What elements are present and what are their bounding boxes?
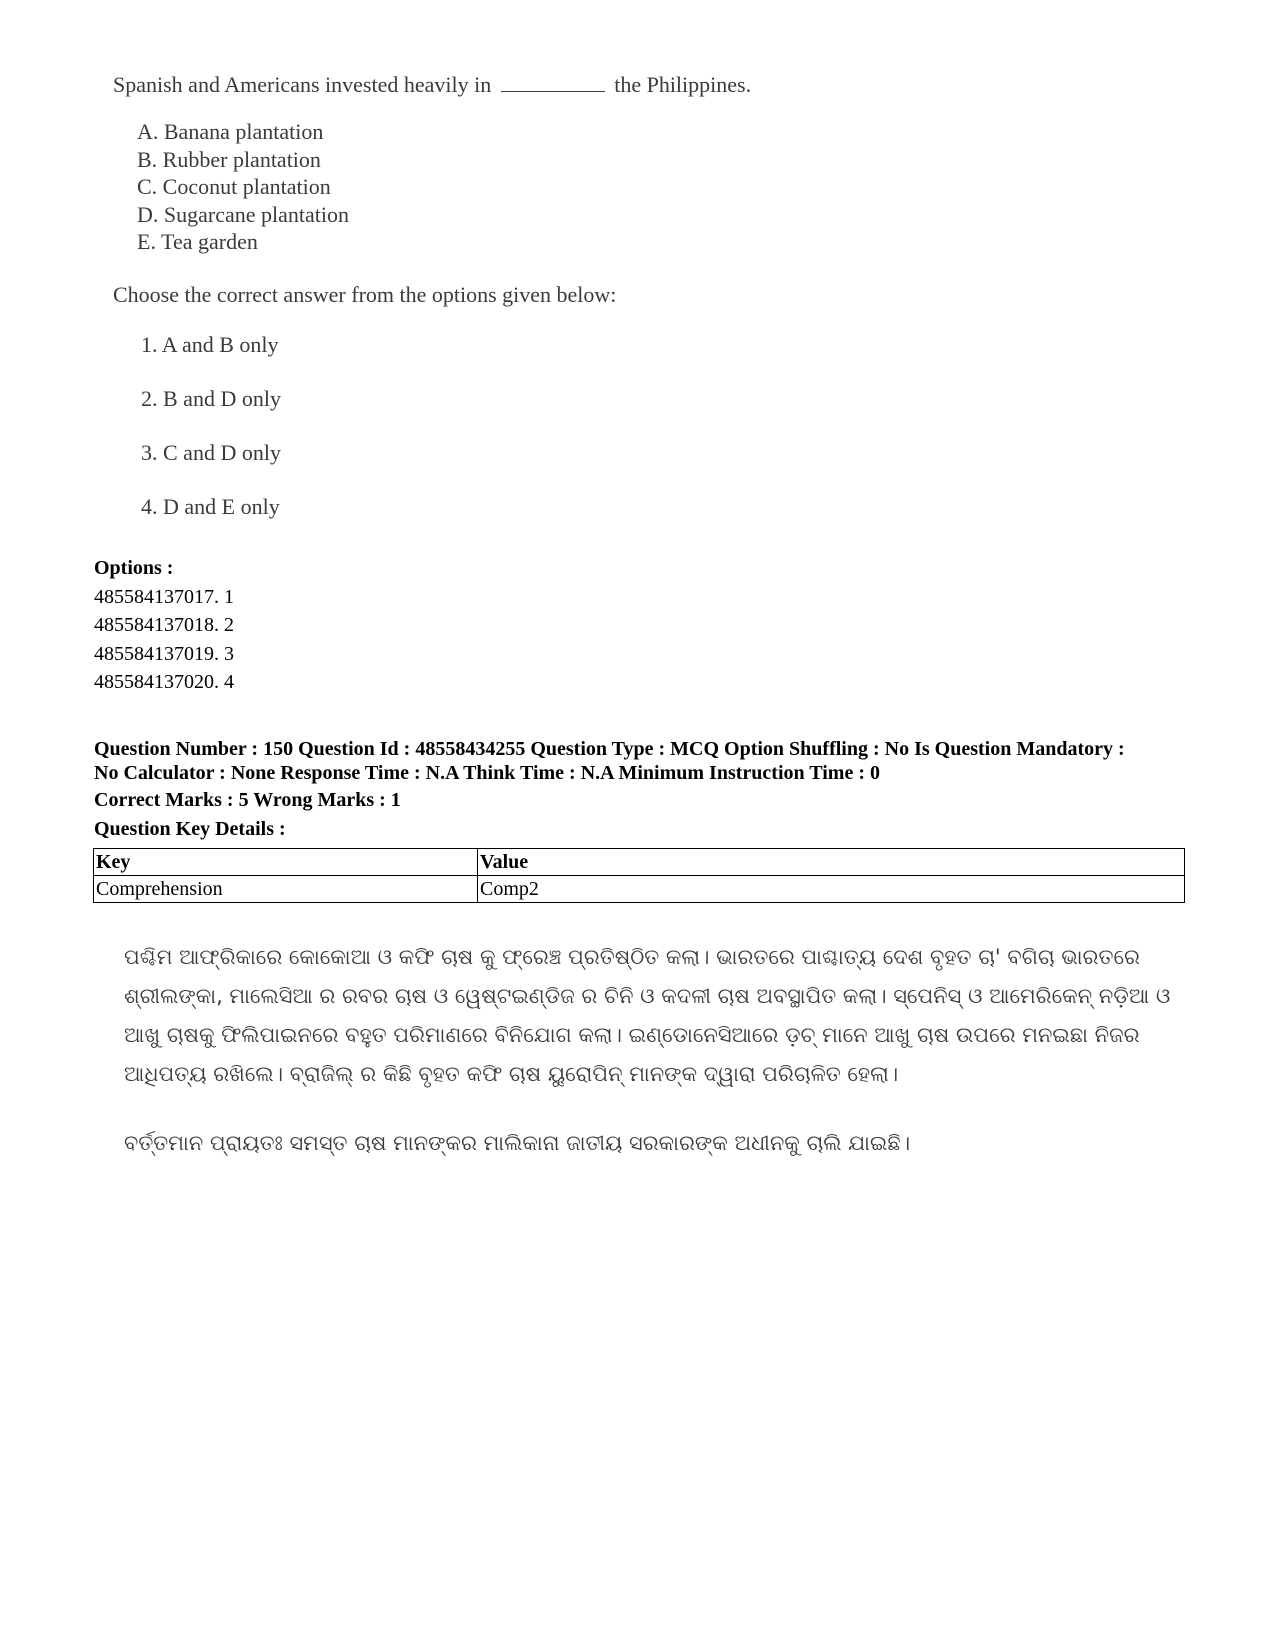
question-stem-start: Spanish and Americans invested heavily in <box>113 72 492 97</box>
table-row <box>94 876 1185 903</box>
question-image <box>113 70 873 548</box>
answer-item: 3. C and D only <box>141 439 281 465</box>
table-header-row <box>94 849 1185 876</box>
fill-in-blank <box>501 71 605 92</box>
header-key: Key <box>94 849 478 876</box>
question-info <box>94 737 1204 785</box>
option-item: 485584137017. 1 <box>94 585 234 608</box>
option-item: 485584137020. 4 <box>94 671 234 693</box>
statement-item: D. Sugarcane plantation <box>137 201 349 227</box>
options-heading: Options : <box>94 557 174 579</box>
option-item: 485584137018. 2 <box>94 614 234 636</box>
statement-item: B. Rubber plantation <box>137 146 321 172</box>
key-details-table <box>93 848 1185 903</box>
statement-item: C. Coconut plantation <box>137 174 331 199</box>
question-stem <box>113 70 873 100</box>
statement-list <box>137 118 873 256</box>
passage-paragraph-2: ବର୍ତ୍ତମାନ ପ୍ରାୟତଃ ସମସ୍ତ ଚାଷ ମାନଙ୍କର ମାଲିକାନା ଜାତୀୟ ସରକାରଙ୍କ ଅଧୀନକୁ ଚାଲି ଯାଇଛି। <box>124 1131 911 1155</box>
answer-list <box>141 332 873 520</box>
answer-item: 2. B and D only <box>141 385 281 411</box>
statement-item: E. Tea garden <box>137 229 258 254</box>
key-details-heading: Question Key Details : <box>94 818 286 840</box>
header-value: Value <box>478 849 1185 876</box>
question-stem-end: the Philippines. <box>614 72 752 97</box>
cell-value: Comp2 <box>478 876 1185 903</box>
option-item: 485584137019. 3 <box>94 642 234 665</box>
question-instruction: Choose the correct answer from the options given below: <box>113 281 617 307</box>
question-info-line-2: No Calculator : None Response Time : N.A Think Time : N.A Minimum Instruction Time : 0 <box>94 762 880 784</box>
comprehension-passage <box>124 938 1184 1163</box>
statement-item: A. Banana plantation <box>137 119 324 144</box>
cell-key: Comprehension <box>94 876 478 903</box>
options-block <box>94 554 234 697</box>
answer-item: 4. D and E only <box>141 493 280 519</box>
question-info-line-1: Question Number : 150 Question Id : 48558434255 Question Type : MCQ Option Shuffling : No Is Question Mandatory : <box>94 738 1125 760</box>
answer-item: 1. A and B only <box>141 331 279 357</box>
passage-paragraph-1: ପଶ୍ଚିମ ଆଫ୍ରିକାରେ କୋକୋଆ ଓ କଫି ଚାଷ କୁ ଫ୍ରେଞ୍ଚ ପ୍ରତିଷ୍ଠିତ କଲା। ଭାରତରେ ପାଶ୍ଚାତ୍ୟ ଦେଶ ବୃହତ ଚା' ବଗିଚା ଭାରତରେ ଶ୍ରୀଲଙ୍କା, ମାଲେସିଆ ର ରବର ଚାଷ ଓ ୱେଷ୍ଟଇଣ୍ଡିଜ ର ଚିନି ଓ କଦଳୀ ଚାଷ ଅବସ୍ଥାପିତ କଲା। ସ୍ପେନିସ୍ ଓ ଆମେରିକେନ୍ ନଡ଼ିଆ ଓ ଆଖୁ ଚାଷକୁ ଫିଲିପାଇନରେ ବହୁତ ପରିମାଣରେ ବିନିଯୋଗ କଲା। ଇଣ୍ଡୋନେସିଆରେ ଡ଼ଚ୍ ମାନେ ଆଖୁ ଚାଷ ଉପରେ ମନଇଛା ନିଜର ଆଧିପତ୍ୟ ରଖିଲେ। ବ୍ରାଜିଲ୍ ର କିଛି ବୃହତ କଫି ଚାଷ ୟୁରୋପିନ୍ ମାନଙ୍କ ଦ୍ୱାରା ପରିଚାଳିତ ହେଲା। <box>124 945 1171 1086</box>
marks-line: Correct Marks : 5 Wrong Marks : 1 <box>94 789 401 811</box>
